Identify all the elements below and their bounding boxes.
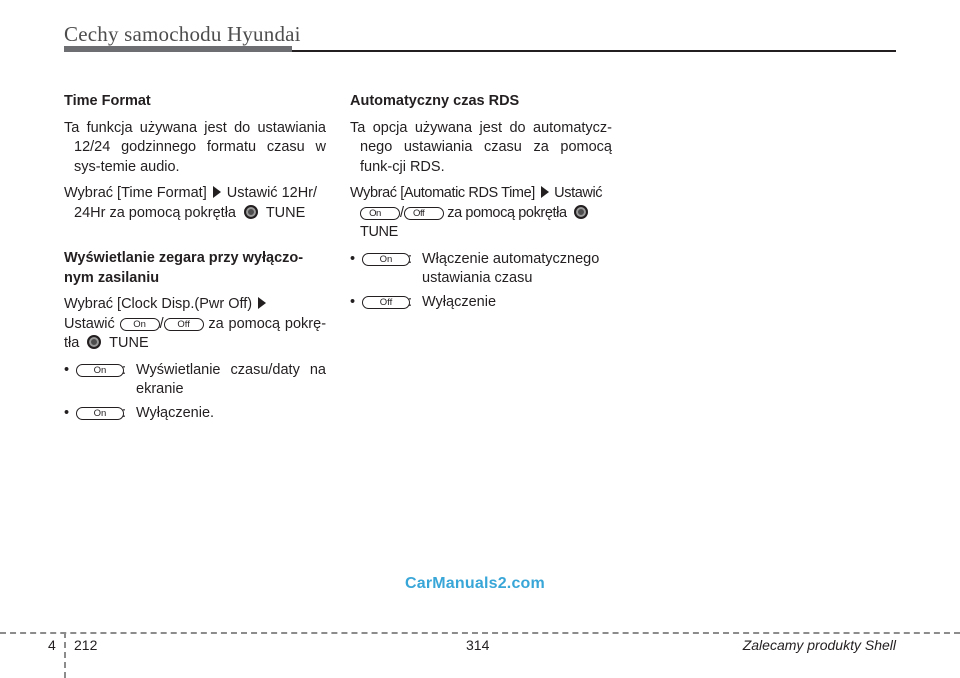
on-button-icon: On <box>120 318 160 331</box>
on-off-slash: / <box>400 204 404 221</box>
list-item <box>350 250 612 289</box>
bullet-dot: • <box>350 293 356 310</box>
header-rule-thin <box>292 50 896 52</box>
list-item <box>350 293 612 313</box>
arrow-right-icon <box>258 297 266 309</box>
rds-instr-post: za pomocą pokrętła <box>447 204 567 221</box>
on-button-icon: On <box>76 364 124 377</box>
clock-display-instruction <box>64 295 326 354</box>
list-item <box>64 361 326 400</box>
clock-display-heading: Wyświetlanie zegara przy wyłączo-nym zasilaniu <box>64 250 304 286</box>
off-button-icon: Off <box>164 318 204 331</box>
rds-heading: Automatyczny czas RDS <box>350 93 520 109</box>
rds-description: Ta opcja używana jest do automatycz-nego ustawiania czasu za pomocą funk-cji RDS. <box>350 119 612 175</box>
clock-instr-post: za pomocą pokrę-tła <box>64 315 327 351</box>
bullet-colon: : <box>408 293 413 310</box>
on-button-icon: On <box>76 407 124 420</box>
right-column <box>350 92 612 316</box>
bullet-colon: : <box>408 250 413 267</box>
list-item <box>64 404 326 424</box>
on-button-icon: On <box>362 253 410 266</box>
clock-instr-pre: Wybrać [Clock Disp.(Pwr Off) <box>64 296 253 312</box>
time-format-instr-mid: Ustawić 12Hr/ 24Hr za pomocą pokrętła <box>74 185 318 221</box>
footer-center-number: 314 <box>466 637 490 653</box>
bullet-text: Włączenie automatycznego ustawiania czasu <box>422 250 600 286</box>
footer-chapter-number: 4 <box>48 637 56 653</box>
watermark-link[interactable]: CarManuals2.com <box>405 575 545 592</box>
bullet-colon: : <box>122 361 127 378</box>
bullet-text: Wyłączenie. <box>136 404 215 421</box>
bullet-dot: • <box>64 404 70 421</box>
bullet-colon: : <box>122 404 127 421</box>
arrow-right-icon <box>541 186 549 198</box>
rds-instr-set: Ustawić <box>554 185 603 201</box>
tune-knob-icon <box>574 205 588 219</box>
arrow-right-icon <box>213 186 221 198</box>
tune-knob-icon <box>244 205 258 219</box>
bullet-dot: • <box>350 250 356 267</box>
on-button-icon: On <box>360 207 400 220</box>
time-format-instruction <box>64 184 326 223</box>
section-spacer <box>64 230 326 249</box>
footer-page-number: 212 <box>74 637 98 653</box>
clock-instr-set: Ustawić <box>64 315 115 332</box>
time-format-instr-pre: Wybrać [Time Format] <box>64 185 207 201</box>
rds-instruction <box>350 184 612 243</box>
left-column <box>64 92 326 427</box>
off-button-icon: Off <box>362 296 410 309</box>
bullet-text: Wyświetlanie czasu/daty na ekranie <box>136 361 326 397</box>
time-format-heading: Time Format <box>64 93 151 109</box>
footer-divider <box>64 632 66 678</box>
footer-rule <box>0 632 960 634</box>
time-format-tune-label: TUNE <box>265 204 306 221</box>
tune-knob-icon <box>87 335 101 349</box>
page-header-title: Cechy samochodu Hyundai <box>64 22 301 46</box>
time-format-description: Ta funkcja używana jest do ustawiania 12/24 godzinnego formatu czasu w sys-temie audio. <box>64 119 326 175</box>
bullet-text: Wyłączenie <box>422 293 497 310</box>
off-button-icon: Off <box>404 207 444 220</box>
on-off-slash: / <box>159 315 164 332</box>
bullet-dot: • <box>64 361 70 378</box>
rds-instr-pre: Wybrać [Automatic RDS Time] <box>350 185 535 201</box>
footer-note: Zalecamy produkty Shell <box>742 637 896 653</box>
rds-tune-label: TUNE <box>360 224 398 240</box>
header-rule-thick <box>64 46 292 52</box>
clock-tune-label: TUNE <box>109 335 149 351</box>
